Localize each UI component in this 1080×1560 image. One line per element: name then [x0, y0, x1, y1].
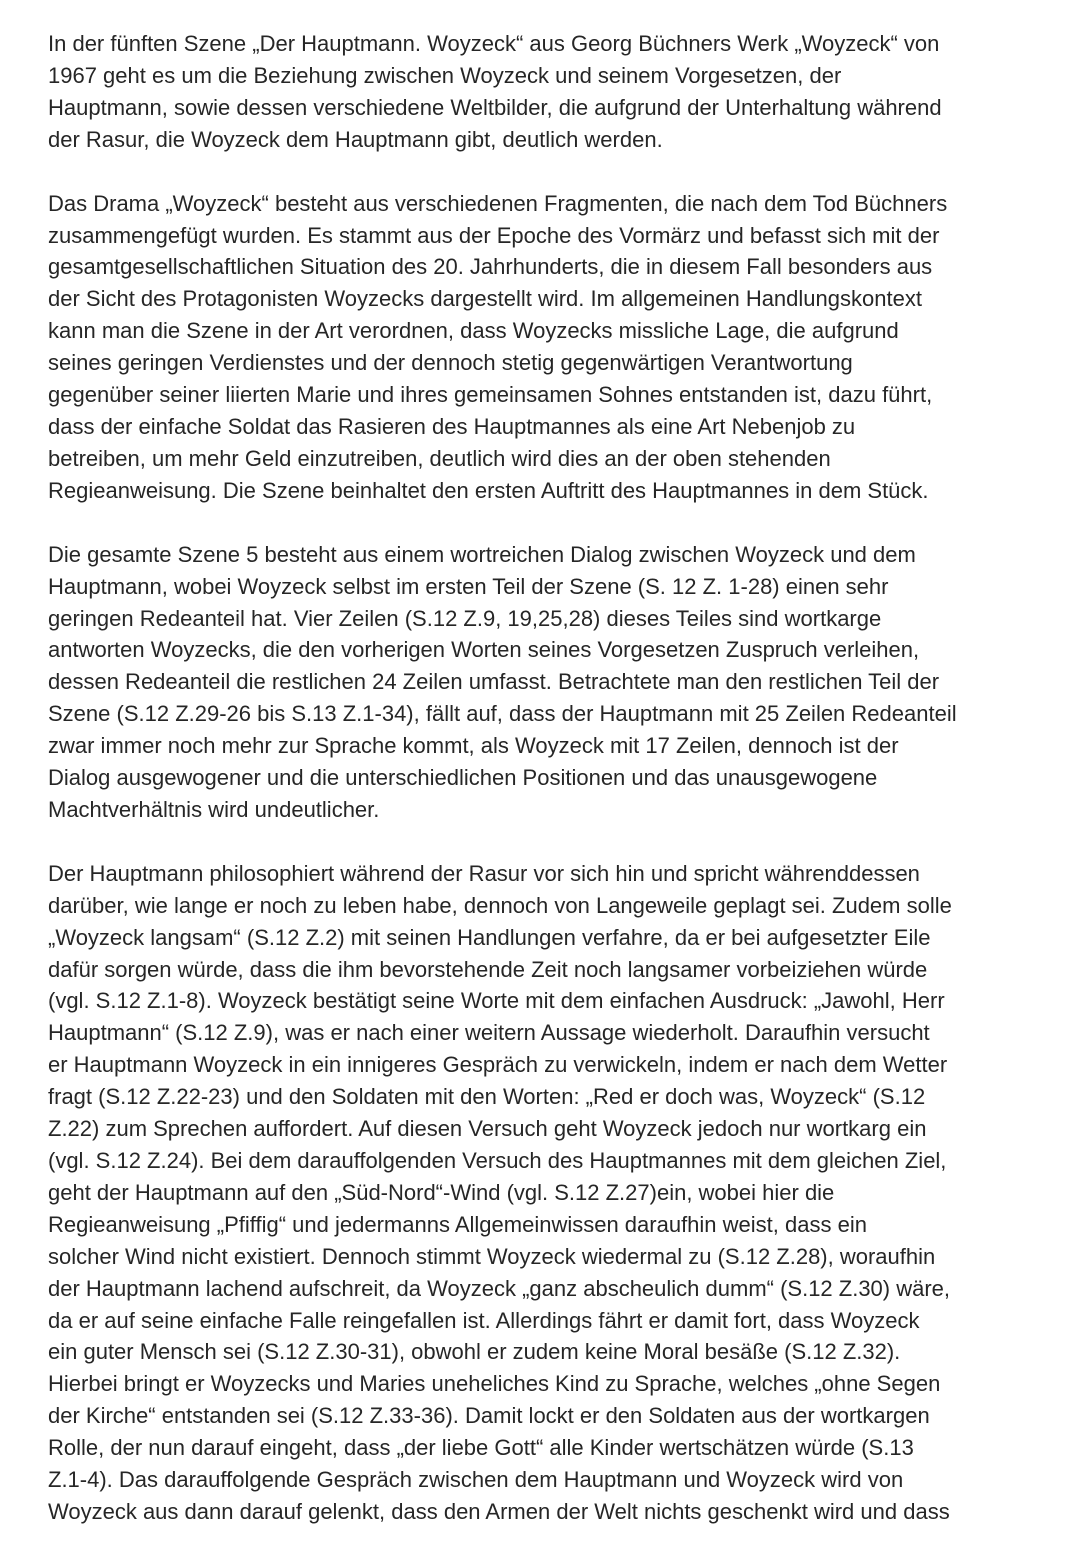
paragraph-analysis [48, 858, 1040, 1528]
text-line: Dialog ausgewogener und die unterschiedlichen Positionen und das unausgewogene [48, 765, 878, 791]
text-line: gesamtgesellschaftlichen Situation des 20. Jahrhunderts, die in diesem Fall besonders aus [48, 254, 933, 280]
text-line: Regieanweisung „Pfiffig“ und jedermanns Allgemeinwissen daraufhin weist, dass ein [48, 1211, 867, 1237]
text-line: er Hauptmann Woyzeck in ein innigeres Gespräch zu verwickeln, indem er nach dem Wetter [48, 1052, 948, 1078]
text-line: Hauptmann, sowie dessen verschiedene Weltbilder, die aufgrund der Unterhaltung während [48, 94, 942, 120]
text-line: zusammengefügt wurden. Es stammt aus der Epoche des Vormärz und befasst sich mit der [48, 222, 940, 248]
text-line: Z.1-4). Das darauffolgende Gespräch zwischen dem Hauptmann und Woyzeck wird von [48, 1467, 904, 1493]
text-line: gegenüber seiner liierten Marie und ihres gemeinsamen Sohnes entstanden ist, dazu führt, [48, 382, 933, 408]
text-line: Z.22) zum Sprechen auffordert. Auf diesen Versuch geht Woyzeck jedoch nur wortkarg ein [48, 1116, 927, 1142]
text-line: Hauptmann“ (S.12 Z.9), was er nach einer weitern Aussage wiederholt. Daraufhin versucht [48, 1020, 930, 1046]
text-line: Regieanweisung. Die Szene beinhaltet den ersten Auftritt des Hauptmannes in dem Stück. [48, 477, 929, 503]
paragraph-introduction [48, 28, 1040, 156]
text-line: (vgl. S.12 Z.1-8). Woyzeck bestätigt seine Worte mit dem einfachen Ausdruck: „Jawohl, Herr [48, 988, 945, 1014]
text-line: geringen Redeanteil hat. Vier Zeilen (S.12 Z.9, 19,25,28) dieses Teiles sind wortkarge [48, 605, 882, 631]
text-line: antworten Woyzecks, die den vorherigen Worten seines Vorgesetzen Zuspruch verleihen, [48, 637, 920, 663]
document-page [48, 28, 1040, 1560]
text-line: da er auf seine einfache Falle reingefallen ist. Allerdings fährt er damit fort, dass Woyzeck [48, 1307, 920, 1333]
text-line: betreiben, um mehr Geld einzutreiben, deutlich wird dies an der oben stehenden [48, 445, 831, 471]
text-line: der Rasur, die Woyzeck dem Hauptmann gibt, deutlich werden. [48, 126, 663, 152]
text-line: Der Hauptmann philosophiert während der Rasur vor sich hin und spricht währenddessen [48, 860, 920, 886]
text-line: 1967 geht es um die Beziehung zwischen Woyzeck und seinem Vorgesetzen, der [48, 62, 842, 88]
text-line: darüber, wie lange er noch zu leben habe, dennoch von Langeweile geplagt sei. Zudem solle [48, 892, 952, 918]
text-line: der Hauptmann lachend aufschreit, da Woyzeck „ganz abscheulich dumm“ (S.12 Z.30) wäre, [48, 1275, 951, 1301]
text-line: Rolle, der nun darauf eingeht, dass „der liebe Gott“ alle Kinder wertschätzen würde (S.13 [48, 1435, 914, 1461]
text-line: Die gesamte Szene 5 besteht aus einem wortreichen Dialog zwischen Woyzeck und dem [48, 541, 916, 567]
paragraph-context [48, 188, 1040, 507]
text-line: geht der Hauptmann auf den „Süd-Nord“-Wind (vgl. S.12 Z.27)ein, wobei hier die [48, 1179, 835, 1205]
text-line: Hauptmann, wobei Woyzeck selbst im ersten Teil der Szene (S. 12 Z. 1-28) einen sehr [48, 573, 889, 599]
text-line: Hierbei bringt er Woyzecks und Maries uneheliches Kind zu Sprache, welches „ohne Segen [48, 1371, 941, 1397]
text-line: solcher Wind nicht existiert. Dennoch stimmt Woyzeck wiedermal zu (S.12 Z.28), woraufhin [48, 1243, 936, 1269]
text-line: dessen Redeanteil die restlichen 24 Zeilen umfasst. Betrachtete man den restlichen Teil der [48, 669, 940, 695]
text-line: (vgl. S.12 Z.24). Bei dem darauffolgenden Versuch des Hauptmannes mit dem gleichen Ziel, [48, 1148, 947, 1173]
text-line: dafür sorgen würde, dass die ihm bevorstehende Zeit noch langsamer vorbeiziehen würde [48, 956, 928, 982]
text-line: seines geringen Verdienstes und der dennoch stetig gegenwärtigen Verantwortung [48, 350, 853, 376]
text-line: fragt (S.12 Z.22-23) und den Soldaten mit den Worten: „Red er doch was, Woyzeck“ (S.12 [48, 1084, 926, 1110]
text-line: Machtverhältnis wird undeutlicher. [48, 796, 380, 822]
text-line: Das Drama „Woyzeck“ besteht aus verschiedenen Fragmenten, die nach dem Tod Büchners [48, 190, 948, 216]
text-line: „Woyzeck langsam“ (S.12 Z.2) mit seinen Handlungen verfahre, da er bei aufgesetzter Eile [48, 924, 931, 950]
text-line: In der fünften Szene „Der Hauptmann. Woyzeck“ aus Georg Büchners Werk „Woyzeck“ von [48, 31, 940, 56]
text-line: ein guter Mensch sei (S.12 Z.30-31), obwohl er zudem keine Moral besäße (S.12 Z.32). [48, 1339, 901, 1365]
text-line: Szene (S.12 Z.29-26 bis S.13 Z.1-34), fällt auf, dass der Hauptmann mit 25 Zeilen Redeanteil [48, 701, 957, 727]
paragraph-dialog-structure [48, 539, 1040, 826]
text-line: der Sicht des Protagonisten Woyzecks dargestellt wird. Im allgemeinen Handlungskontext [48, 286, 922, 312]
text-line: zwar immer noch mehr zur Sprache kommt, als Woyzeck mit 17 Zeilen, dennoch ist der [48, 733, 899, 759]
text-line: der Kirche“ entstanden sei (S.12 Z.33-36). Damit lockt er den Soldaten aus der wortkargen [48, 1403, 930, 1429]
text-line: Woyzeck aus dann darauf gelenkt, dass den Armen der Welt nichts geschenkt wird und dass [48, 1498, 950, 1524]
text-line: kann man die Szene in der Art verordnen, dass Woyzecks missliche Lage, die aufgrund [48, 318, 899, 344]
text-line: dass der einfache Soldat das Rasieren des Hauptmannes als eine Art Nebenjob zu [48, 413, 856, 439]
